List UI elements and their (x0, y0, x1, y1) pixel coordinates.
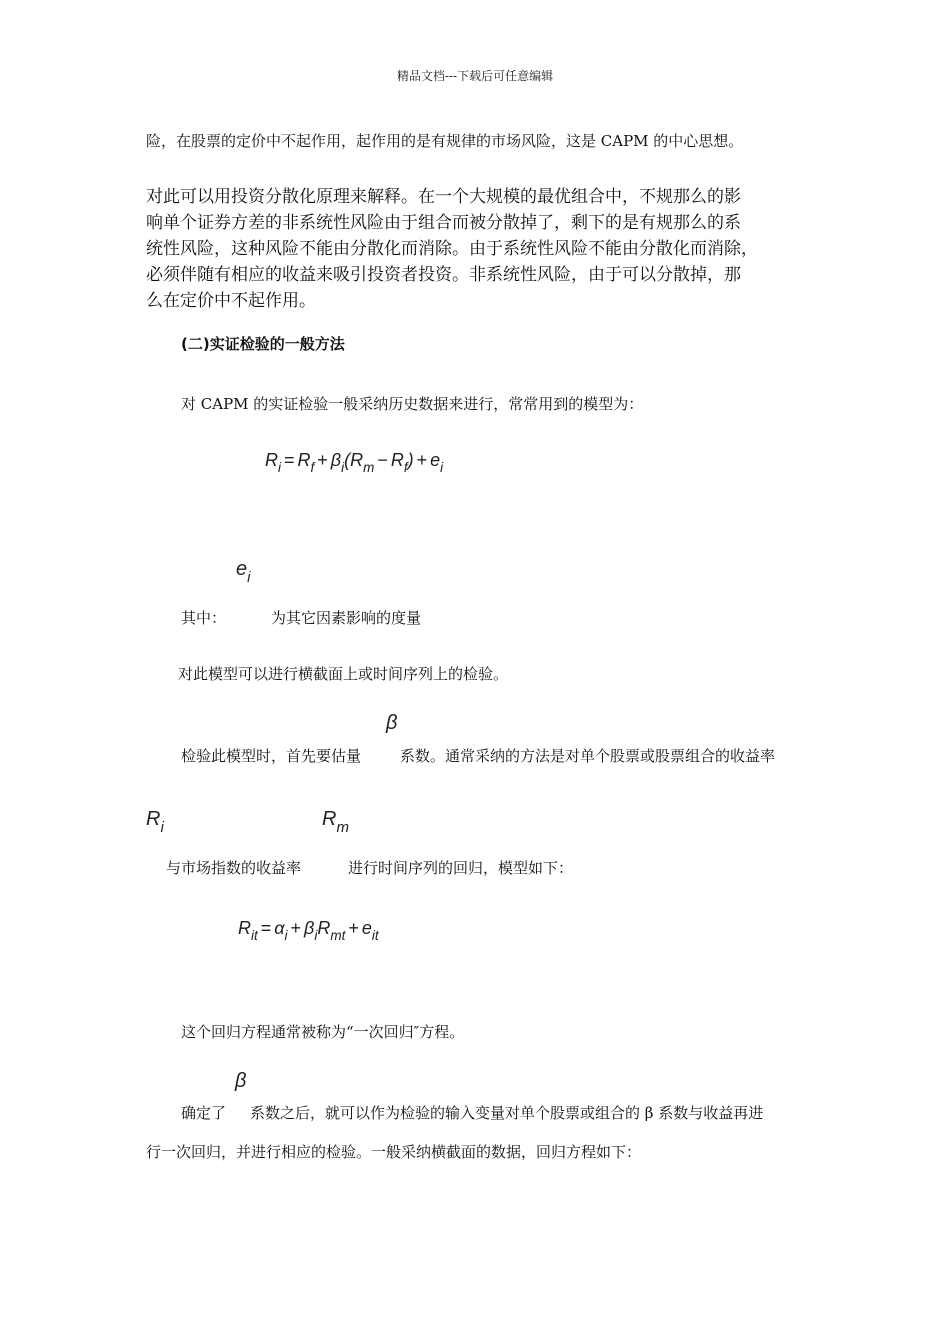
regression-formula: $R_{it} = \alpha_i + \beta_iR_{mt} + e_{it}$ (238, 918, 379, 944)
paragraph-estimate-b: 系数。通常采纳的方法是对单个股票或股票组合的收益率 (400, 747, 776, 765)
paragraph-market-a: 与市场指数的收益率 (166, 859, 302, 877)
text-line: 么在定价中不起作用。 (146, 291, 316, 311)
paragraph-market-b: 进行时间序列的回归，模型如下： (348, 859, 574, 877)
capm-formula: $R_i = R_f + \beta_i(R_m - R_f) + e_i$ (265, 450, 444, 476)
paragraph-where-label: 其中： (181, 609, 227, 627)
paragraph-capm-core: 险，在股票的定价中不起作用，起作用的是有规律的市场风险，这是 CAPM 的中心思想。 (146, 132, 744, 150)
symbol-beta-2: β (235, 1070, 247, 1092)
paragraph-after-beta-b: 系数之后，就可以作为检验的输入变量对单个股票或组合的 β 系数与收益再进 (250, 1104, 764, 1122)
symbol-ri: $R_i$ (146, 808, 164, 836)
section-heading: (二)实证检验的一般方法 (181, 335, 345, 353)
symbol-ei: $e_i$ (236, 558, 251, 586)
paragraph-first-regression: 这个回归方程通常被称为“一次回归″方程。 (181, 1023, 465, 1041)
paragraph-after-beta-a: 确定了 (181, 1104, 227, 1122)
paragraph-model-intro: 对 CAPM 的实证检验一般采纳历史数据来进行，常常用到的模型为： (181, 395, 644, 413)
symbol-beta: β (386, 712, 398, 734)
paragraph-test-types: 对此模型可以进行横截面上或时间序列上的检验。 (178, 665, 509, 683)
text-line: 响单个证券方差的非系统性风险由于组合而被分散掉了，剩下的是有规那么的系 (146, 213, 741, 233)
paragraph-diversification (146, 184, 826, 314)
text-line: 对此可以用投资分散化原理来解释。在一个大规模的最优组合中，不规那么的影 (146, 187, 741, 207)
paragraph-where-desc: 为其它因素影响的度量 (271, 609, 422, 627)
symbol-rm: $R_m$ (322, 808, 349, 836)
page-header: 精品文档---下载后可任意编辑 (396, 69, 554, 83)
paragraph-estimate-a: 检验此模型时，首先要估量 (181, 747, 362, 765)
paragraph-second-regression: 行一次回归，并进行相应的检验。一般采纳横截面的数据，回归方程如下： (146, 1143, 642, 1161)
text-line: 必须伴随有相应的收益来吸引投资者投资。非系统性风险，由于可以分散掉，那 (146, 265, 741, 285)
text-line: 统性风险，这种风险不能由分散化而消除。由于系统性风险不能由分散化而消除， (146, 239, 758, 259)
